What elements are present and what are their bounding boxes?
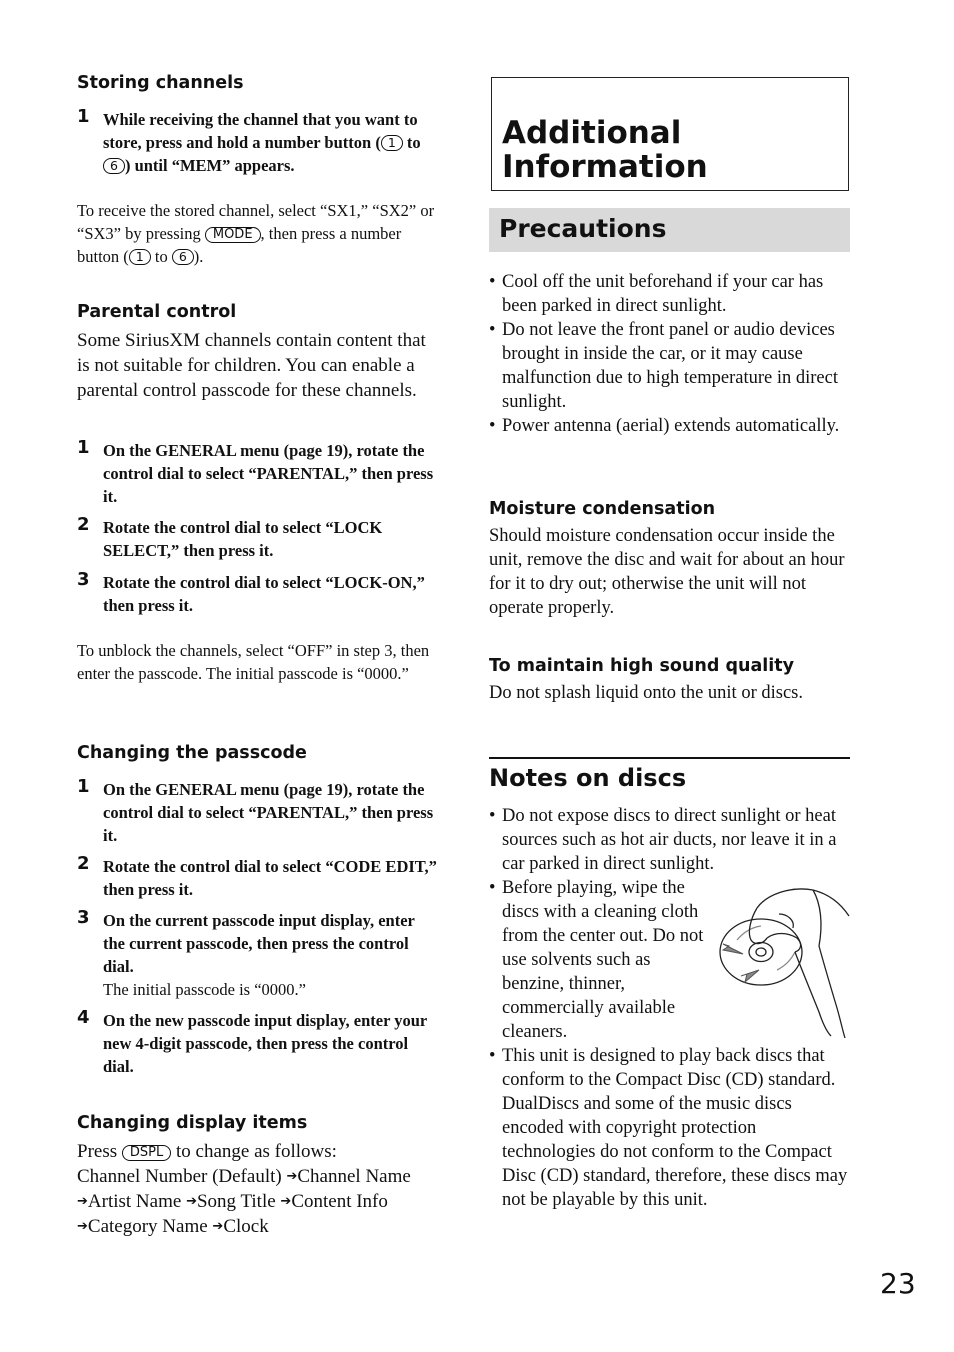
step-text: Rotate the control dial to select “LOCK SELECT,” then press it. <box>103 518 383 560</box>
list-item: • Power antenna (aerial) extends automatically. <box>489 414 851 438</box>
parental-control-heading: Parental control <box>77 302 237 322</box>
list-item: • This unit is designed to play back discs that conform to the Compact Disc (CD) standard. DualDiscs and some of the music discs encoded with copyright protection technologies do not conform to the Compact Disc (CD) standard, therefore, these discs may not be playable by this unit. <box>489 1044 851 1212</box>
display-item: Clock <box>223 1216 269 1237</box>
step-number: 1 <box>77 776 90 797</box>
step-text: On the current passcode input display, enter the current passcode, then press the control dial. <box>103 911 415 976</box>
arrow-outward-icon <box>741 970 759 982</box>
number-button-1-key: 1 <box>381 135 403 151</box>
passcode-step-3 <box>77 909 439 1001</box>
note-text: , then press a number button ( <box>77 224 402 266</box>
passcode-step-1 <box>77 778 439 847</box>
display-item: Content Info <box>291 1191 388 1212</box>
page-number: 23 <box>880 1267 916 1300</box>
parental-step-3 <box>77 571 439 617</box>
step-number: 1 <box>77 437 90 458</box>
sound-quality-heading: To maintain high sound quality <box>489 656 795 676</box>
changing-display-items-heading: Changing display items <box>77 1113 308 1133</box>
step-number: 3 <box>77 569 90 590</box>
passcode-step-4 <box>77 1009 439 1078</box>
step-text: While receiving the channel that you want to store, press and hold a number button ( <box>103 110 418 152</box>
number-button-6-key: 6 <box>103 158 125 174</box>
step-note: The initial passcode is “0000.” <box>103 980 306 999</box>
list-item: • Do not leave the front panel or audio devices brought in inside the car, or it may cause malfunction due to high temperature in direct sunlight. <box>489 318 851 414</box>
parental-step-1 <box>77 439 439 508</box>
storing-note <box>77 199 439 268</box>
section-title <box>502 116 708 184</box>
display-item: Category Name <box>87 1216 208 1237</box>
arrow-outward-icon <box>723 944 743 954</box>
arrow-right-icon: ➔ <box>286 1169 298 1184</box>
step-text: On the new passcode input display, enter your new 4-digit passcode, then press the control dial. <box>103 1011 427 1076</box>
arrow-right-icon: ➔ <box>212 1219 224 1234</box>
display-item: Artist Name <box>87 1191 182 1212</box>
hand-icon <box>757 889 849 916</box>
parental-note: To unblock the channels, select “OFF” in step 3, then enter the passcode. The initial passcode is “0000.” <box>77 641 430 683</box>
precautions-list <box>489 270 851 438</box>
storing-step-1 <box>77 108 439 177</box>
dspl-button-key: DSPL <box>122 1145 171 1161</box>
step-text: to <box>406 133 421 152</box>
number-button-6-key: 6 <box>172 249 194 265</box>
section-title-line: Information <box>502 149 708 185</box>
number-button-1-key: 1 <box>129 249 151 265</box>
step-number: 3 <box>77 907 90 928</box>
note-text: ). <box>193 247 204 266</box>
display-item: Channel Number (Default) <box>77 1166 282 1187</box>
precautions-heading: Precautions <box>499 214 667 243</box>
passcode-step-2 <box>77 855 439 901</box>
step-text: Rotate the control dial to select “CODE EDIT,” then press it. <box>103 857 437 899</box>
sound-quality-text: Do not splash liquid onto the unit or discs. <box>489 683 803 703</box>
precautions-heading-bar <box>489 208 850 252</box>
list-item: • Do not expose discs to direct sunlight or heat sources such as hot air ducts, nor leave it in a car parked in direct sunlight. <box>489 804 851 876</box>
section-title-line: Additional <box>502 115 682 151</box>
section-divider <box>489 757 850 759</box>
list-item: • Before playing, wipe the discs with a cleaning cloth from the center out. Do not use solvents such as benzine, thinner, commercially available cleaners. <box>489 876 714 1044</box>
step-number: 1 <box>77 106 90 127</box>
changing-passcode-heading: Changing the passcode <box>77 743 307 763</box>
notes-on-discs-heading: Notes on discs <box>489 764 687 792</box>
display-item: Channel Name <box>297 1166 411 1187</box>
step-number: 2 <box>77 853 90 874</box>
mode-button-key: MODE <box>205 227 261 243</box>
list-item: • Cool off the unit beforehand if your car has been parked in direct sunlight. <box>489 270 851 318</box>
note-text: to <box>154 247 168 266</box>
display-item: Song Title <box>196 1191 276 1212</box>
step-text: On the GENERAL menu (page 19), rotate the control dial to select “PARENTAL,” then press it. <box>103 441 434 506</box>
section-title-box <box>491 77 849 191</box>
display-items-text <box>77 1139 439 1239</box>
arrow-right-icon: ➔ <box>186 1194 197 1209</box>
disc-ring-icon <box>749 943 773 962</box>
disc-cleaning-illustration <box>717 888 851 1038</box>
step-text: Rotate the control dial to select “LOCK-ON,” then press it. <box>103 573 425 615</box>
step-number: 4 <box>77 1007 90 1028</box>
arrow-right-icon: ➔ <box>77 1194 88 1209</box>
parental-step-2 <box>77 516 439 562</box>
step-text: ) until “MEM” appears. <box>124 156 295 175</box>
note-text: To receive the stored channel, select “SX1,” “SX2” or “SX3” by pressing <box>77 201 435 243</box>
arrow-right-icon: ➔ <box>280 1194 292 1209</box>
arrow-right-icon: ➔ <box>77 1219 88 1234</box>
storing-channels-heading: Storing channels <box>77 73 244 93</box>
moisture-text: Should moisture condensation occur inside the unit, remove the disc and wait for about an hour for it to dry out; otherwise the unit will not operate properly. <box>489 526 845 618</box>
step-number: 2 <box>77 514 90 535</box>
display-text: to change as follows: <box>175 1141 337 1162</box>
display-text: Press <box>77 1141 118 1162</box>
moisture-heading: Moisture condensation <box>489 499 716 519</box>
step-text: On the GENERAL menu (page 19), rotate the control dial to select “PARENTAL,” then press it. <box>103 780 434 845</box>
parental-intro: Some SiriusXM channels contain content that is not suitable for children. You can enable a parental control passcode for these channels. <box>77 330 426 401</box>
